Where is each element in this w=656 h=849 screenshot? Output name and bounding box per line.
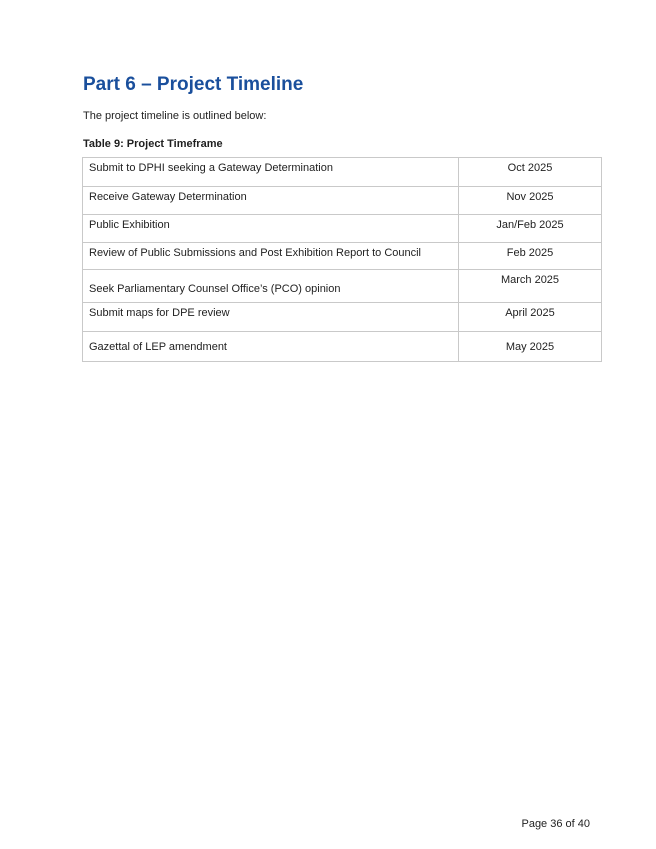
table-row — [83, 332, 602, 362]
milestone-cell: Submit to DPHI seeking a Gateway Determination — [83, 158, 459, 187]
date-cell: Jan/Feb 2025 — [459, 215, 602, 243]
table-row — [83, 187, 602, 215]
date-cell: Feb 2025 — [459, 243, 602, 270]
date-cell: Oct 2025 — [459, 158, 602, 187]
milestone-cell: Public Exhibition — [83, 215, 459, 243]
date-cell: April 2025 — [459, 303, 602, 332]
section-heading: Part 6 – Project Timeline — [83, 74, 304, 95]
project-timeframe-table — [82, 157, 602, 362]
table-row — [83, 243, 602, 270]
table-row — [83, 303, 602, 332]
date-cell: Nov 2025 — [459, 187, 602, 215]
milestone-cell: Seek Parliamentary Counsel Office’s (PCO) opinion — [83, 270, 459, 303]
milestone-cell: Receive Gateway Determination — [83, 187, 459, 215]
date-cell: March 2025 — [459, 270, 602, 303]
table-row — [83, 270, 602, 303]
page-number-footer: Page 36 of 40 — [521, 818, 590, 830]
intro-paragraph: The project timeline is outlined below: — [83, 110, 267, 122]
milestone-cell: Review of Public Submissions and Post Exhibition Report to Council — [83, 243, 459, 270]
milestone-cell: Gazettal of LEP amendment — [83, 332, 459, 362]
table-row — [83, 215, 602, 243]
table-row — [83, 158, 602, 187]
date-cell: May 2025 — [459, 332, 602, 362]
table-caption: Table 9: Project Timeframe — [83, 138, 223, 150]
milestone-cell: Submit maps for DPE review — [83, 303, 459, 332]
